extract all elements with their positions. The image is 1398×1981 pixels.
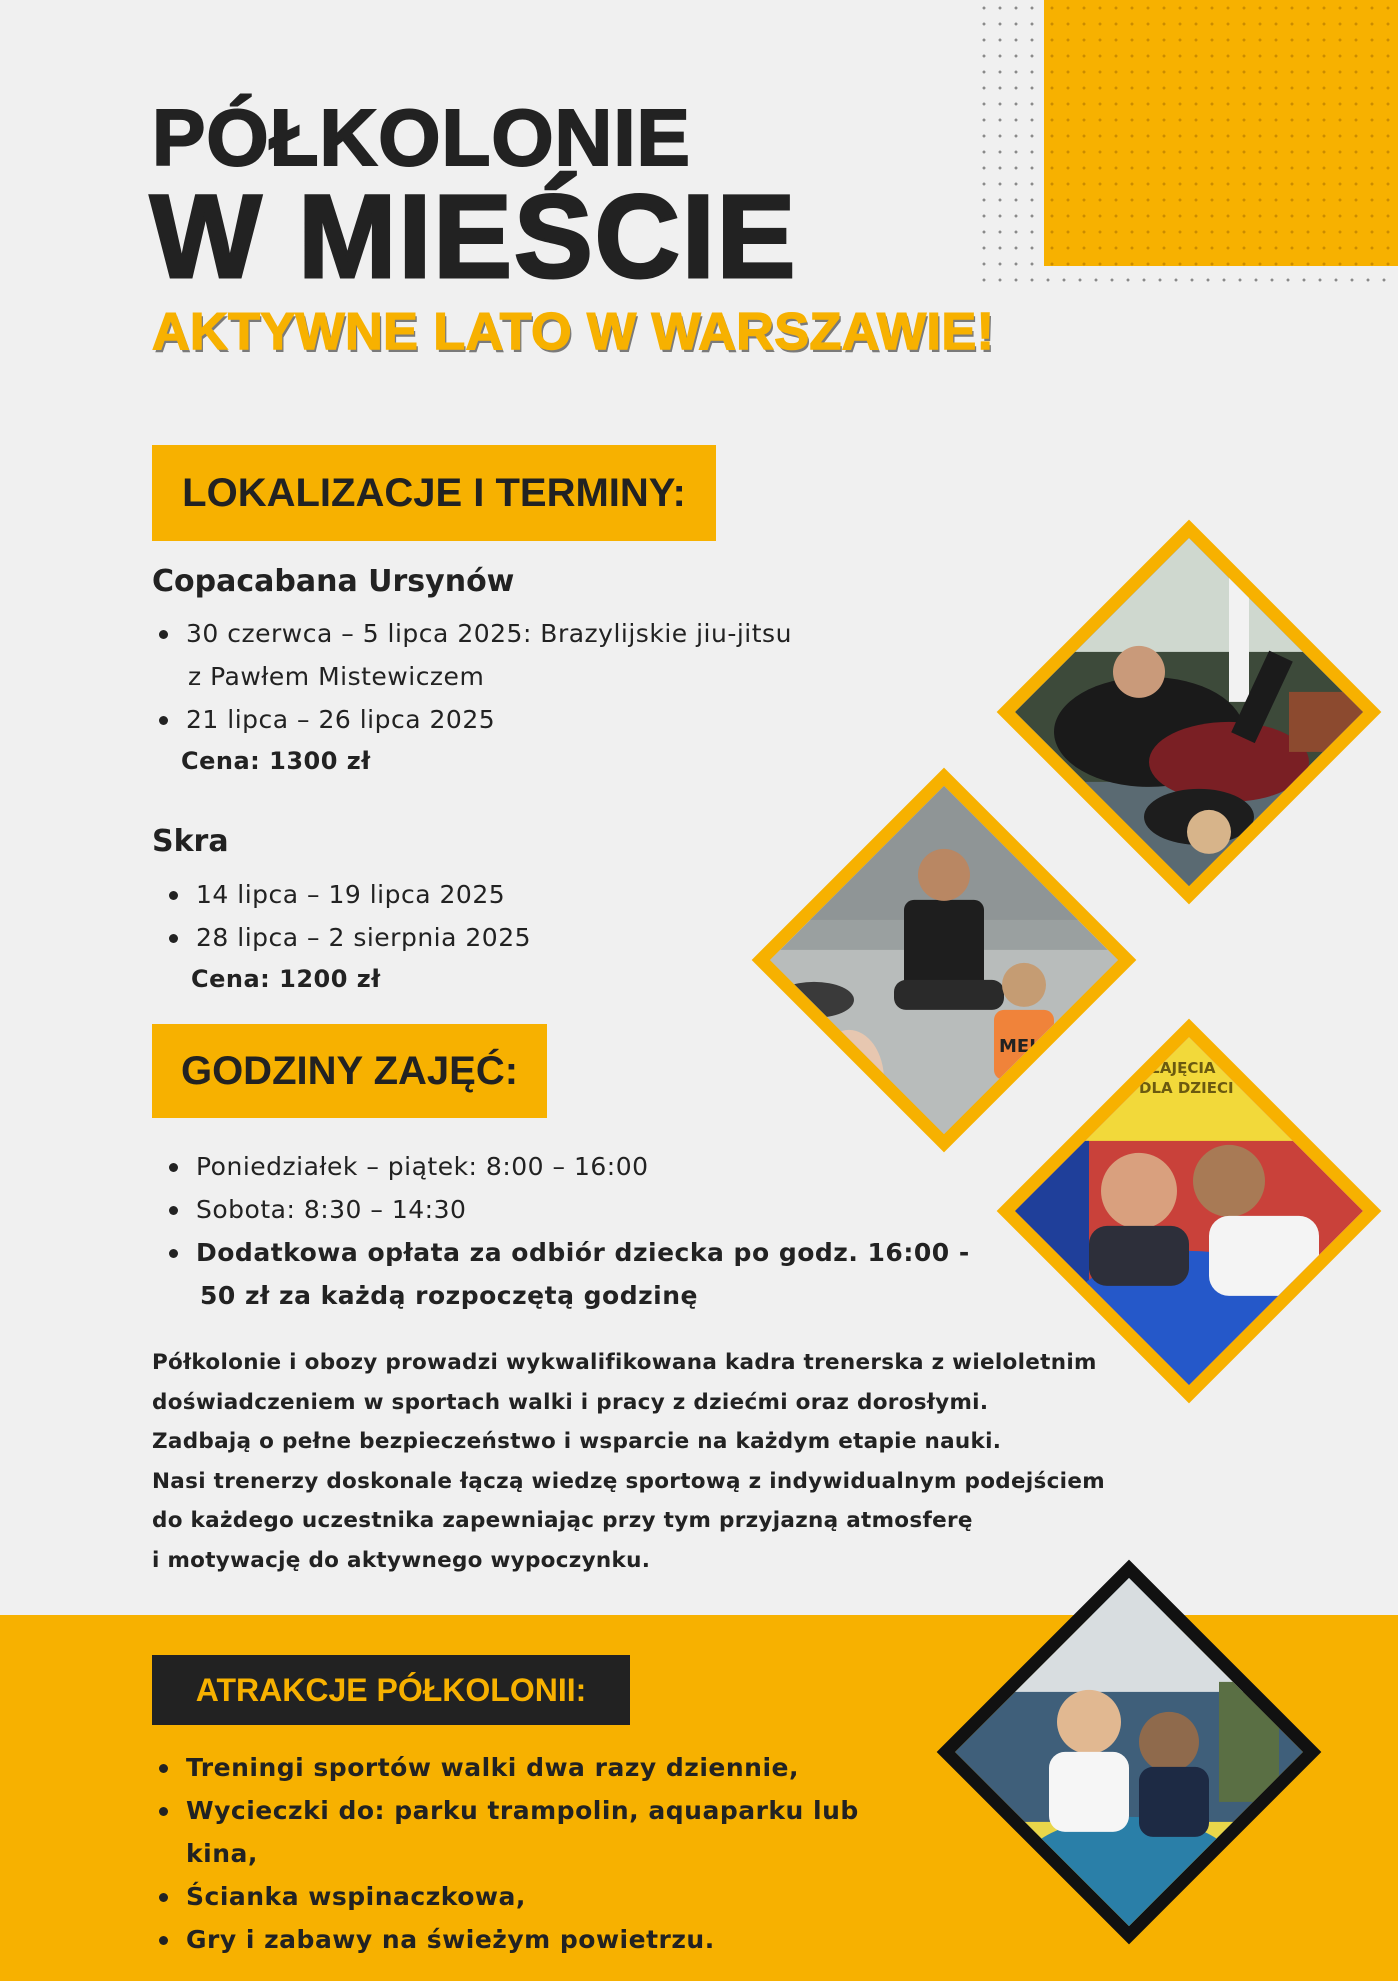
photo-illustration [999,532,1379,904]
photo-jiujitsu-training [997,520,1382,905]
description-line: i motywację do aktywnego wypoczynku. [152,1547,651,1573]
price-label: Cena: 1200 zł [191,965,381,993]
photo-sign-text: ZAJĘCIA [1149,1058,1216,1077]
list-item-continuation: kina, [186,1839,258,1868]
locations-heading: LOKALIZACJE I TERMINY: [152,445,716,541]
decorative-yellow-block [1044,0,1398,266]
hours-list [196,1145,996,1317]
hours-heading: GODZINY ZAJĘĆ: [152,1024,547,1118]
location-dates [186,612,886,741]
list-item: 28 lipca – 2 sierpnia 2025 [196,916,796,959]
attractions-list [186,1746,886,1961]
list-item: Dodatkowa opłata za odbiór dziecka po godz. 16:00 - [196,1231,996,1274]
list-item: Poniedziałek – piątek: 8:00 – 16:00 [196,1145,996,1188]
page-title-line1: PÓŁKOLONIE [152,93,691,182]
location-name: Skra [152,824,229,859]
attractions-heading: ATRAKCJE PÓŁKOLONII: [152,1655,630,1725]
list-item: Treningi sportów walki dwa razy dziennie, [186,1746,886,1789]
page-title-line2: W MIEŚCIE [150,171,798,303]
list-item: Ścianka wspinaczkowa, [186,1875,886,1918]
list-item: 14 lipca – 19 lipca 2025 [196,873,796,916]
list-item: Sobota: 8:30 – 14:30 [196,1188,996,1231]
list-item-continuation: 50 zł za każdą rozpoczętą godzinę [200,1281,698,1310]
list-item-continuation: z Pawłem Mistewiczem [188,662,485,691]
description-paragraph [152,1343,1105,1580]
description-line: Nasi trenerzy doskonale łączą wiedzę sportową z indywidualnym podejściem [152,1468,1105,1494]
description-line: do każdego uczestnika zapewniając przy tym przyjazną atmosferę [152,1508,973,1533]
location-name: Copacabana Ursynów [152,564,515,599]
list-item: Wycieczki do: parku trampolin, aquaparku lub [186,1789,886,1832]
list-item: Gry i zabawy na świeżym powietrzu. [186,1918,886,1961]
description-line: Zadbają o pełne bezpieczeństwo i wsparcie na każdym etapie nauki. [152,1429,1002,1454]
location-dates [196,873,796,959]
list-item: 21 lipca – 26 lipca 2025 [186,698,886,741]
price-label: Cena: 1300 zł [181,747,371,775]
description-line: Półkolonie i obozy prowadzi wykwalifikowana kadra trenerska z wieloletnim [152,1350,1097,1375]
description-line: doświadczeniem w sportach walki i pracy z dziećmi oraz dorosłymi. [152,1389,989,1415]
photo-sign-text: DLA DZIECI [1139,1078,1234,1097]
photo-illustration [754,780,1134,1152]
shirt-text: MEL [999,1035,1041,1057]
photo-coach-with-kids [752,768,1137,1153]
page-subtitle: AKTYWNE LATO W WARSZAWIE! [152,303,995,361]
list-item: 30 czerwca – 5 lipca 2025: Brazylijskie jiu-jitsu [186,612,886,655]
